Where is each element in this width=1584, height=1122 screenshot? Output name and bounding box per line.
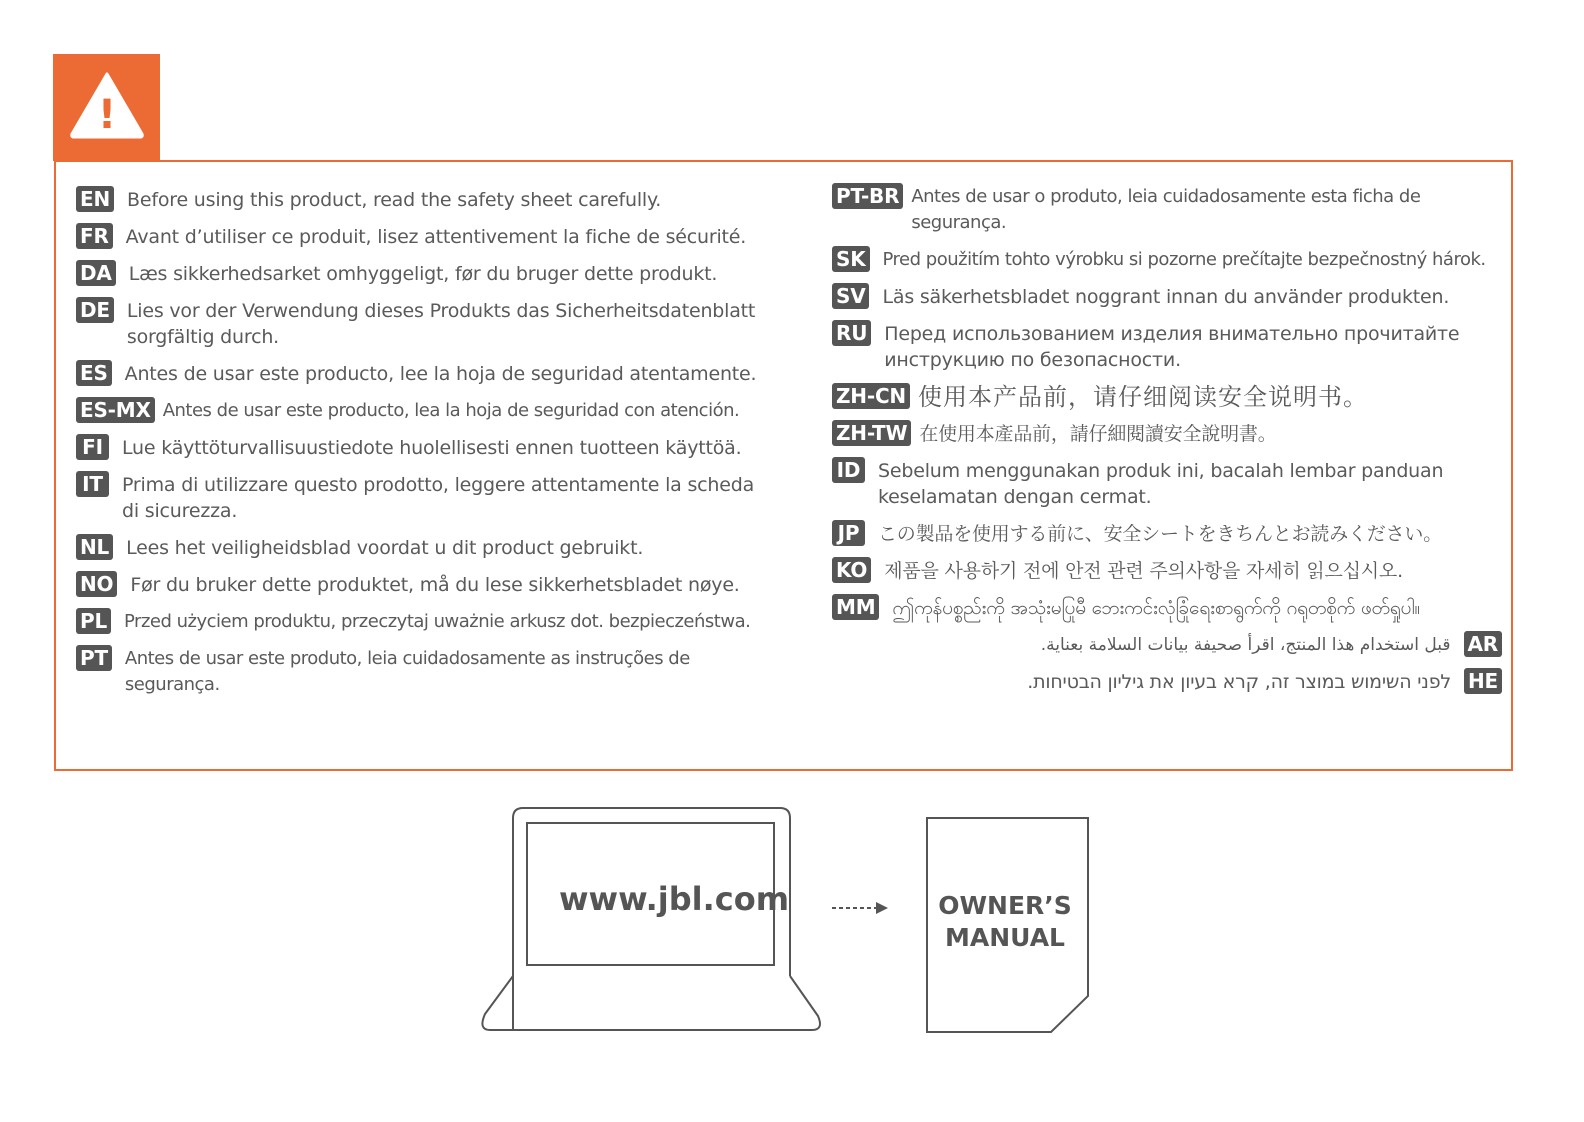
language-badge: FI (76, 434, 109, 460)
language-badge: PT (76, 645, 112, 671)
safety-instruction: قبل استخدام هذا المنتج، اقرأ صحيفة بيانات السلامة بعناية. (1040, 635, 1451, 655)
language-row-da (76, 261, 776, 287)
safety-instruction: Prima di utilizzare questo prodotto, leggere attentamente la scheda di sicurezza. (122, 474, 755, 522)
language-row-id (832, 458, 1502, 510)
language-badge: DA (76, 260, 116, 286)
language-row-zh-tw (832, 421, 1502, 447)
safety-instruction: Przed użyciem produktu, przeczytaj uważnie arkusz dot. bezpieczeństwa. (124, 611, 751, 632)
safety-instruction: Sebelum menggunakan produk ini, bacalah lembar panduan keselamatan dengan cermat. (878, 460, 1444, 508)
safety-instruction: Antes de usar este produto, leia cuidadosamente as instruções de segurança. (124, 648, 690, 695)
language-badge: EN (76, 186, 114, 212)
language-badge: ES (76, 360, 112, 386)
left-language-column (76, 187, 776, 709)
owners-manual-line2: MANUAL (945, 923, 1065, 952)
safety-instruction: Læs sikkerhedsarket omhyggeligt, før du bruger dette produkt. (128, 263, 718, 285)
language-badge: IT (76, 471, 109, 497)
language-badge: KO (832, 557, 871, 583)
safety-instruction: 使用本产品前，请仔细阅读安全说明书。 (917, 383, 1368, 411)
owners-manual-line1: OWNER’S (938, 891, 1072, 920)
language-row-pt-br (832, 184, 1502, 236)
safety-instruction: Läs säkerhetsbladet noggrant innan du använder produkten. (882, 286, 1450, 308)
language-row-pt (76, 646, 776, 698)
language-badge: SV (832, 283, 869, 309)
safety-instruction: Lees het veiligheidsblad voordat u dit product gebruikt. (126, 537, 644, 559)
language-badge: AR (1464, 631, 1502, 657)
safety-instruction: Før du bruker dette produktet, må du lese sikkerhetsbladet nøye. (130, 574, 740, 596)
language-badge: RU (832, 320, 871, 346)
language-row-es-mx (76, 398, 776, 424)
language-badge: MM (832, 594, 879, 620)
dashed-arrow-icon (830, 898, 900, 918)
language-badge: ES-MX (76, 397, 155, 423)
laptop-icon (478, 806, 828, 1036)
language-row-pl (76, 609, 776, 635)
language-row-he (832, 669, 1502, 695)
language-badge: SK (832, 246, 870, 272)
language-badge: NO (76, 571, 117, 597)
language-row-de (76, 298, 776, 350)
safety-instruction: Lue käyttöturvallisuustiedote huolellisesti ennen tuotteen käyttöä. (122, 437, 742, 459)
language-badge: PT-BR (832, 183, 903, 209)
safety-instruction: 在使用本產品前，請仔細閱讀安全說明書。 (919, 423, 1277, 445)
language-row-mm (832, 595, 1502, 621)
website-url: www.jbl.com (558, 880, 790, 918)
warning-triangle-icon (69, 70, 145, 140)
language-row-no (76, 572, 776, 598)
right-language-column (832, 184, 1502, 706)
safety-instruction: Перед использованием изделия внимательно прочитайте инструкцию по безопасности. (884, 323, 1460, 371)
language-badge: ZH-TW (832, 420, 911, 446)
language-badge: ID (832, 457, 865, 483)
language-badge: DE (76, 297, 114, 323)
safety-instruction: לפני השימוש במוצר זה, קרא בעיון את גיליון הבטיחות. (1027, 671, 1451, 693)
language-row-es (76, 361, 776, 387)
safety-instruction: この製品を使用する前に、安全シートをきちんとお読みください。 (878, 523, 1443, 545)
language-row-ko (832, 558, 1502, 584)
safety-instruction: 제품을 사용하기 전에 안전 관련 주의사항을 자세히 읽으십시오. (884, 560, 1403, 582)
safety-notice-box (54, 160, 1513, 771)
safety-instruction: Lies vor der Verwendung dieses Produkts das Sicherheitsdatenblatt sorgfältig durch. (126, 300, 756, 348)
language-badge: FR (76, 223, 113, 249)
language-row-ar (832, 632, 1502, 658)
safety-instruction: Avant d’utiliser ce produit, lisez attentivement la fiche de sécurité. (125, 226, 747, 248)
language-row-nl (76, 535, 776, 561)
warning-tab (53, 54, 160, 161)
safety-instruction: Antes de usar o produto, leia cuidadosamente esta ficha de segurança. (911, 186, 1421, 233)
language-row-ru (832, 321, 1502, 373)
safety-instruction: ဤကုန်ပစ္စည်းကို အသုံးမပြုမီ ဘေးကင်းလုံခြုံရေးစာရွက်ကို ဂရုတစိုက် ဖတ်ရှုပါ။ (892, 597, 1421, 619)
language-badge: NL (76, 534, 113, 560)
language-badge: PL (76, 608, 111, 634)
language-row-jp (832, 521, 1502, 547)
language-row-zh-cn (832, 384, 1502, 410)
safety-instruction: Antes de usar este producto, lee la hoja de seguridad atentamente. (124, 363, 757, 385)
language-row-fr (76, 224, 776, 250)
warning-symbol: ! (97, 92, 117, 138)
owners-manual-diagram (478, 806, 1098, 1036)
safety-instruction: Pred použitím tohto výrobku si pozorne prečítajte bezpečnostný hárok. (882, 249, 1486, 270)
language-row-sk (832, 247, 1502, 273)
language-row-fi (76, 435, 776, 461)
safety-instruction: Before using this product, read the safety sheet carefully. (127, 189, 662, 211)
safety-instruction: Antes de usar este producto, lea la hoja de seguridad con atención. (162, 400, 740, 421)
language-row-en (76, 187, 776, 213)
language-row-sv (832, 284, 1502, 310)
language-badge: JP (832, 520, 865, 546)
owners-manual-label (930, 890, 1080, 954)
language-badge: HE (1464, 668, 1502, 694)
language-badge: ZH-CN (832, 383, 910, 409)
language-row-it (76, 472, 776, 524)
